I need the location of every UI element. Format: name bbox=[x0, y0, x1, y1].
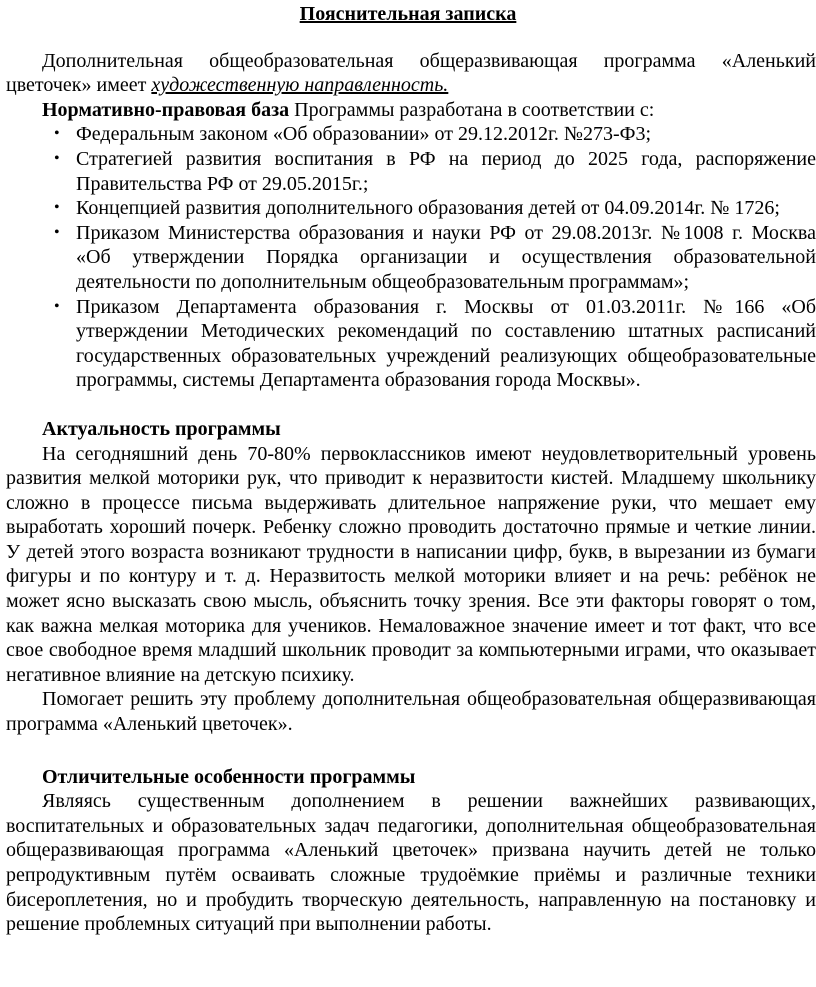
bullet-icon: • bbox=[54, 199, 60, 217]
relevance-paragraph-2: Помогает решить эту проблему дополнительная общеобразовательная общеразвивающая программа «Аленький цветочек». bbox=[6, 688, 816, 736]
normative-label: Нормативно-правовая база bbox=[42, 98, 290, 121]
bullet-icon: • bbox=[54, 223, 60, 241]
relevance-paragraph-1: На сегодняшний день 70-80% первоклассников имеют неудовлетворительный уровень развития мелкой моторики рук, что приводит к неразвитости кистей. Младшему школьнику сложно в процессе письма выдерживать длительное напряжение руки, что мешает ему выработать хороший почерк. Ребенку сложно проводить достаточно прямые и четкие линии. У детей этого возраста возникают трудности в написании цифр, букв, в вырезании из бумаги фигуры и по контуру и т. д. Неразвитость мелкой моторики влияет и на речь: ребёнок не может ясно высказать свою мысль, объяснить точку зрения. Все эти факторы говорят о том, как важна мелкая моторика для учеников. Немаловажное значение имеет и тот факт, что все свое свободное время младший школьник проводит за компьютерными играми, что оказывает негативное влияние на детскую психику. bbox=[6, 442, 816, 686]
list-item bbox=[0, 196, 816, 221]
normative-text: Программы разработана в соответствии с: bbox=[289, 98, 655, 121]
list-item-text: Приказом Департамента образования г. Москвы от 01.03.2011г. №166 «Об утверждении Методических рекомендаций по составлению штатных расписаний государственных образовательных учреждений реализующих общеобразовательные программы, системы Департамента образования города Москвы». bbox=[76, 295, 816, 392]
list-item bbox=[0, 122, 816, 147]
features-paragraph-1: Являясь существенным дополнением в решении важнейших развивающих, воспитательных и образовательных задач педагогики, дополнительная общеобразовательная общеразвивающая программа «Аленький цветочек» призвана научить детей не только репродуктивным путём осваивать сложные трудоёмкие приёмы и различные техники бисероплетения, но и пробудить творческую деятельность, направленную на постановку и решение проблемных ситуаций при выполнении работы. bbox=[6, 790, 816, 936]
intro-text: Дополнительная общеобразовательная общеразвивающая программа «Аленький цветочек» имеет bbox=[6, 49, 816, 97]
list-item bbox=[0, 147, 816, 196]
document-title: Пояснительная записка bbox=[299, 3, 517, 25]
spacer bbox=[0, 737, 816, 765]
features-heading: Отличительные особенности программы bbox=[42, 765, 416, 788]
list-item-text: Стратегией развития воспитания в РФ на период до 2025 года, распоряжение Правительства РФ от 29.05.2015г.; bbox=[76, 147, 816, 195]
intro-paragraph bbox=[0, 49, 816, 98]
normative-paragraph bbox=[0, 98, 816, 123]
relevance-heading: Актуальность программы bbox=[42, 417, 281, 440]
normative-list bbox=[0, 122, 816, 393]
list-item-text: Федеральным законом «Об образовании» от 29.12.2012г. №273-Ф3; bbox=[76, 123, 652, 146]
bullet-icon: • bbox=[54, 149, 60, 167]
list-item bbox=[0, 221, 816, 295]
list-item-text: Концепцией развития дополнительного образования детей от 04.09.2014г. № 1726; bbox=[76, 197, 780, 220]
list-item-text: Приказом Министерства образования и науки РФ от 29.08.2013г. №1008 г. Москва «Об утверждении Порядка организации и осуществления образовательной деятельности по дополнительным общеобразовательным программам»; bbox=[76, 221, 816, 293]
intro-emphasis: художественную направленность. bbox=[151, 74, 449, 97]
bullet-icon: • bbox=[54, 297, 60, 315]
spacer bbox=[0, 393, 816, 417]
list-item bbox=[0, 295, 816, 393]
bullet-icon: • bbox=[54, 125, 60, 143]
